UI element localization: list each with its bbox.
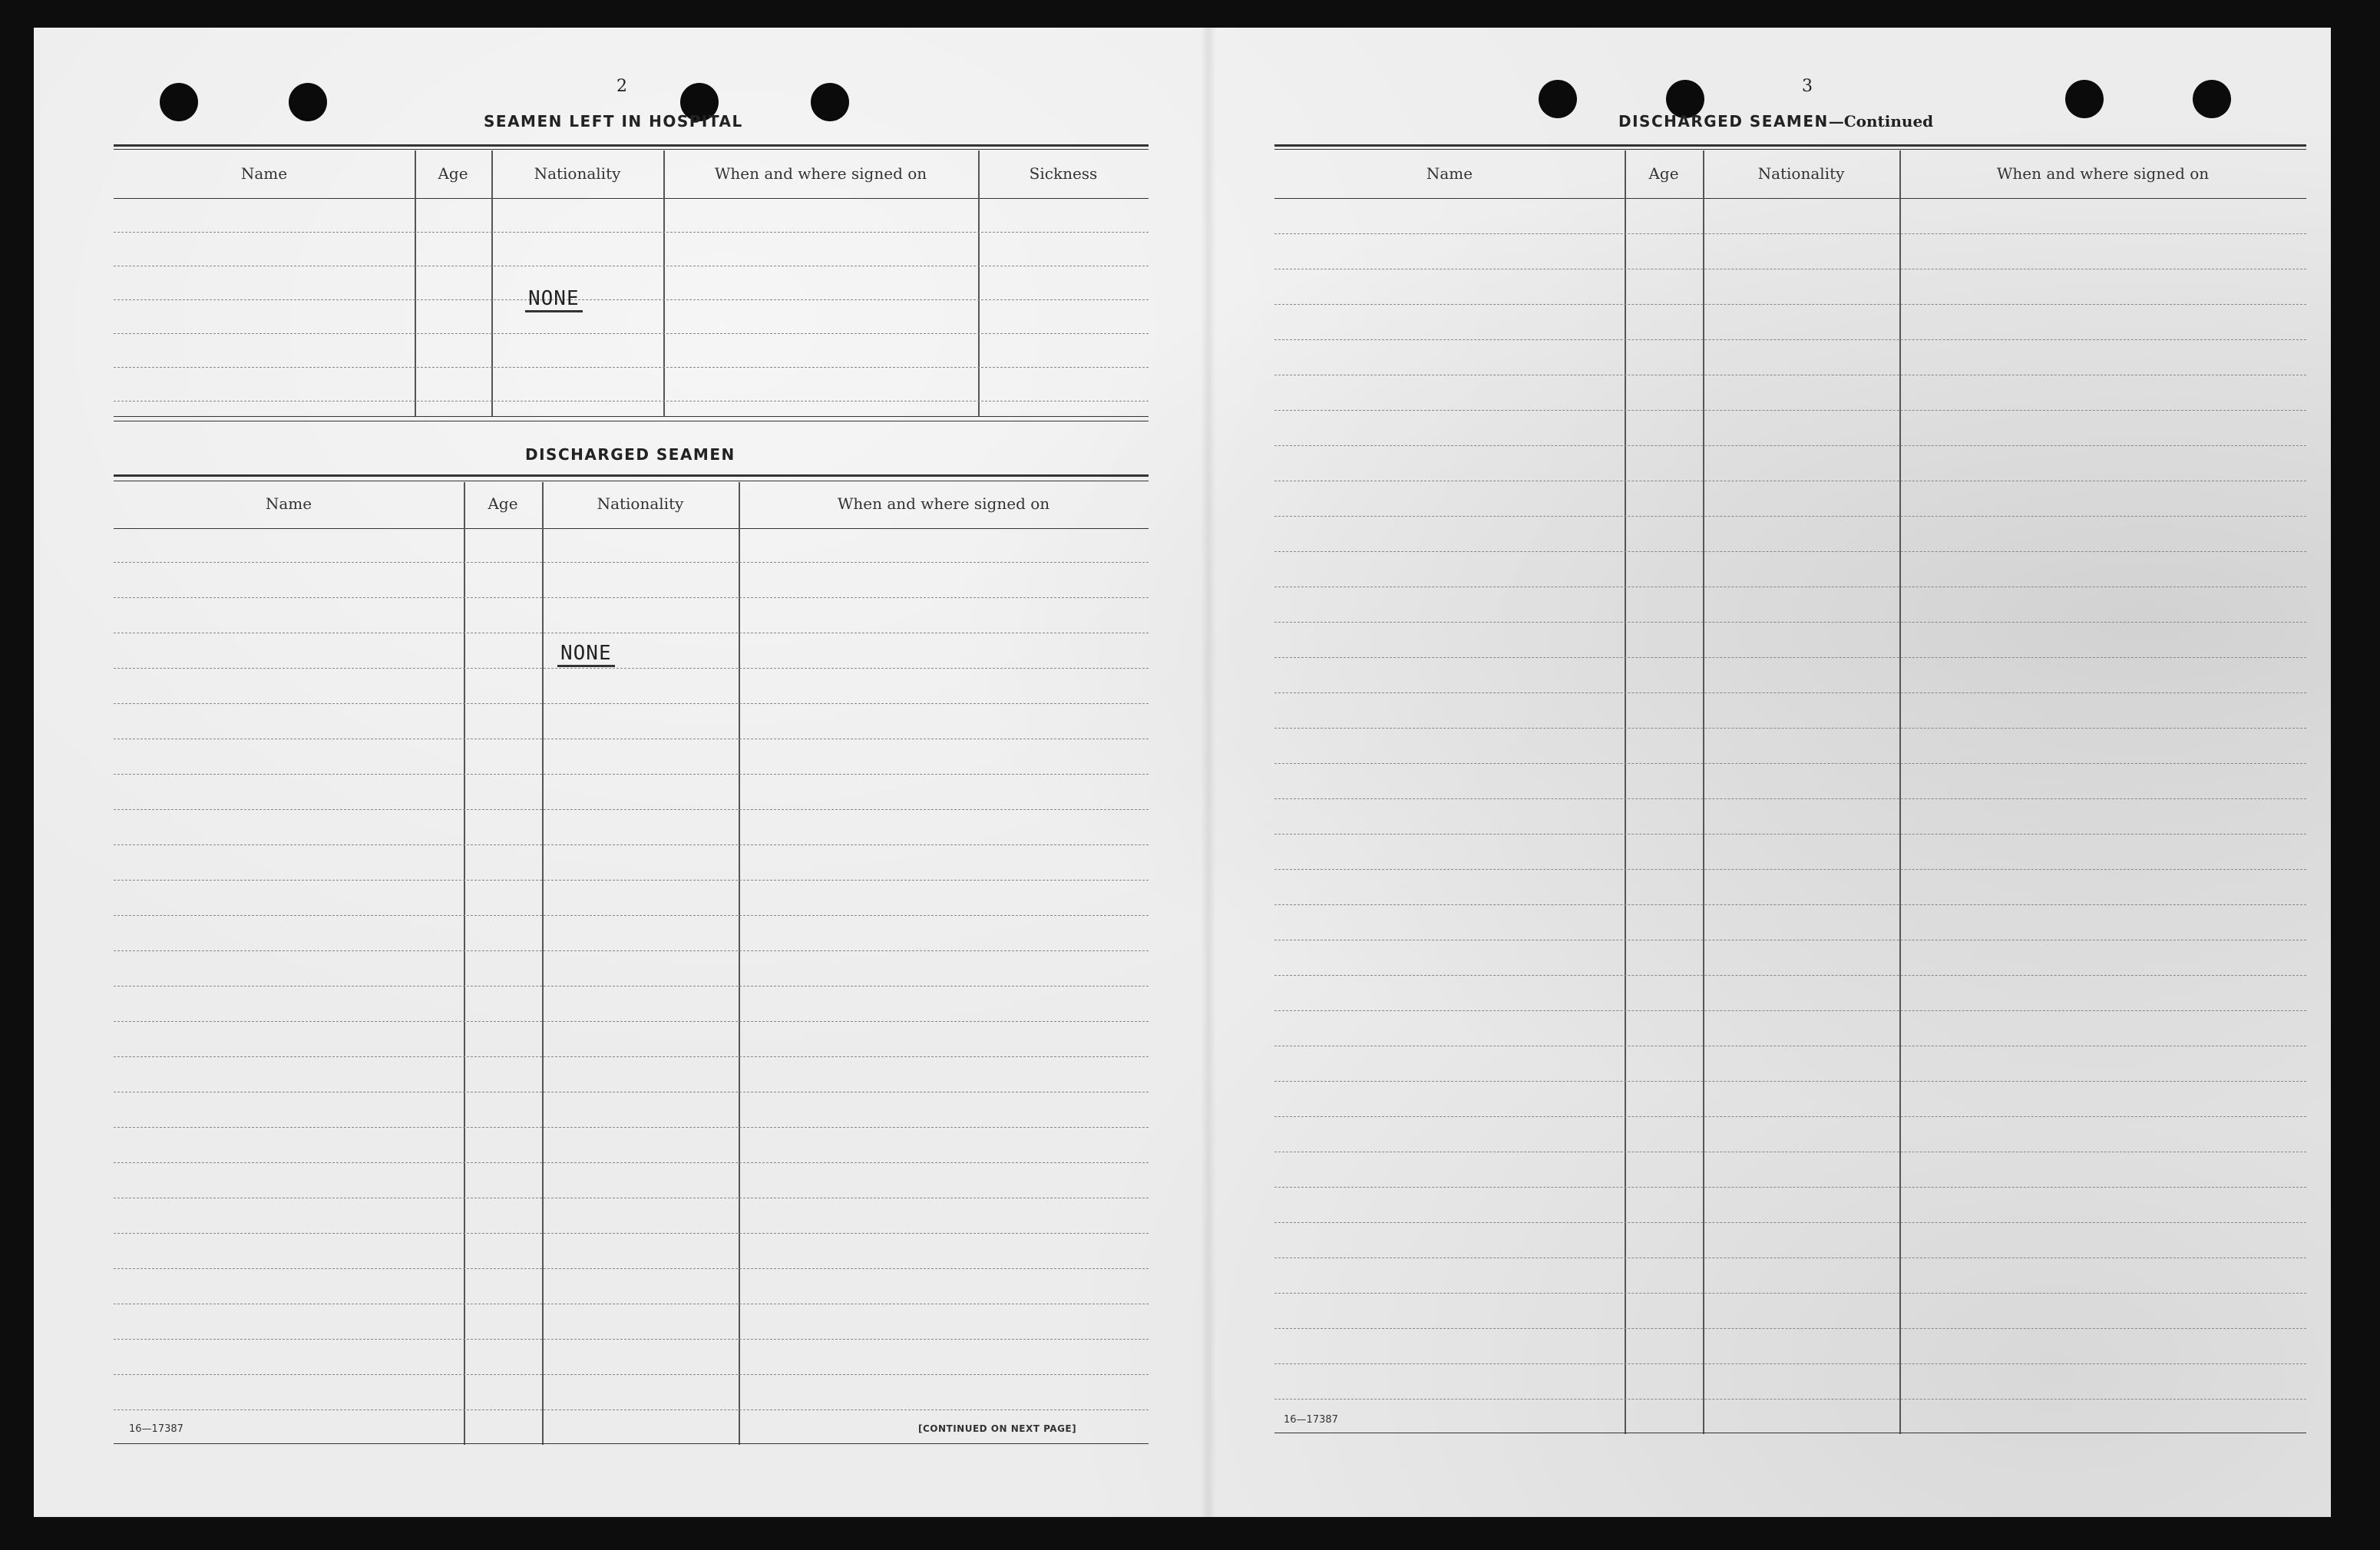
entry-line — [1274, 1363, 2306, 1364]
entry-line — [1274, 763, 2306, 764]
entry-line — [1274, 657, 2306, 658]
table-top-rule — [1274, 144, 2306, 147]
column-header-nationality: Nationality — [597, 494, 684, 513]
column-header-nationality: Nationality — [534, 164, 621, 183]
right-section-title-main: DISCHARGED SEAMEN — [1618, 112, 1829, 131]
entry-line — [1274, 975, 2306, 976]
entry-line — [1274, 1222, 2306, 1223]
entry-line — [114, 1268, 1149, 1269]
entry-line — [114, 1021, 1149, 1022]
column-header-signed-on: When and where signed on — [1996, 164, 2210, 183]
punch-hole — [1539, 80, 1577, 118]
punch-hole — [289, 83, 327, 121]
column-divider — [739, 482, 740, 1445]
entry-line — [114, 668, 1149, 669]
right-section-title-suffix: —Continued — [1828, 112, 1934, 131]
table-top-rule — [114, 149, 1149, 150]
column-divider — [1625, 150, 1626, 1434]
entry-line — [114, 597, 1149, 598]
discharged-section-title: DISCHARGED SEAMEN — [525, 445, 735, 464]
column-divider — [542, 482, 544, 1445]
hospital-entry-none: NONE — [525, 287, 583, 312]
column-header-age: Age — [1648, 164, 1679, 183]
column-divider — [415, 150, 416, 416]
page-fold — [1201, 28, 1216, 1517]
left-page-number: 2 — [616, 77, 627, 96]
entry-line — [114, 703, 1149, 704]
entry-line — [1274, 1399, 2306, 1400]
entry-line — [114, 774, 1149, 775]
table-top-rule — [1274, 149, 2306, 150]
header-bottom-rule — [1274, 198, 2306, 199]
table-bottom-rule — [114, 1443, 1149, 1444]
entry-line — [114, 1233, 1149, 1234]
entry-line — [114, 915, 1149, 916]
entry-line — [1274, 728, 2306, 729]
column-divider — [663, 150, 665, 416]
entry-line — [1274, 233, 2306, 234]
entry-line — [1274, 445, 2306, 446]
column-header-name: Name — [265, 494, 312, 513]
column-divider — [491, 150, 493, 416]
column-header-nationality: Nationality — [1757, 164, 1845, 183]
entry-line — [1274, 1328, 2306, 1329]
entry-line — [1274, 1293, 2306, 1294]
entry-line — [1274, 622, 2306, 623]
left-form-number: 16—17387 — [129, 1423, 183, 1435]
right-form-number: 16—17387 — [1284, 1414, 1338, 1426]
entry-line — [1274, 551, 2306, 552]
entry-line — [1274, 516, 2306, 517]
right-section-title — [1618, 112, 1933, 131]
entry-line — [1274, 692, 2306, 693]
punch-hole — [2065, 80, 2104, 118]
entry-line — [114, 401, 1149, 402]
right-page-number: 3 — [1802, 77, 1813, 96]
column-header-signed-on: When and where signed on — [714, 164, 927, 183]
entry-line — [1274, 1010, 2306, 1011]
column-header-age: Age — [438, 164, 468, 183]
discharged-entry-none: NONE — [557, 642, 615, 667]
table-top-rule — [114, 144, 1149, 147]
continued-note: [CONTINUED ON NEXT PAGE] — [918, 1423, 1077, 1434]
entry-line — [114, 333, 1149, 334]
table-top-rule — [114, 474, 1149, 477]
header-bottom-rule — [114, 528, 1149, 529]
column-header-sickness: Sickness — [1029, 164, 1098, 183]
column-header-signed-on: When and where signed on — [837, 494, 1050, 513]
punch-hole — [160, 83, 198, 121]
entry-line — [114, 986, 1149, 987]
entry-line — [114, 232, 1149, 233]
column-divider — [978, 150, 980, 416]
entry-line — [114, 1127, 1149, 1128]
column-header-age: Age — [488, 494, 518, 513]
entry-line — [1274, 1116, 2306, 1117]
column-divider — [464, 482, 465, 1445]
entry-line — [1274, 410, 2306, 411]
punch-hole — [2193, 80, 2231, 118]
entry-line — [114, 1162, 1149, 1163]
column-divider — [1899, 150, 1901, 1434]
entry-line — [1274, 304, 2306, 305]
entry-line — [1274, 1187, 2306, 1188]
entry-line — [1274, 798, 2306, 799]
entry-line — [114, 844, 1149, 845]
entry-line — [114, 562, 1149, 563]
header-bottom-rule — [114, 198, 1149, 199]
entry-line — [114, 367, 1149, 368]
column-header-name: Name — [240, 164, 288, 183]
column-divider — [1703, 150, 1704, 1434]
entry-line — [114, 1339, 1149, 1340]
entry-line — [1274, 1081, 2306, 1082]
entry-line — [114, 950, 1149, 951]
entry-line — [1274, 339, 2306, 340]
entry-line — [114, 299, 1149, 300]
table-bottom-rule — [114, 416, 1149, 417]
hospital-section-title: SEAMEN LEFT IN HOSPITAL — [484, 112, 743, 131]
entry-line — [1274, 904, 2306, 905]
document-sheet — [34, 28, 2331, 1517]
punch-hole — [811, 83, 849, 121]
column-header-name: Name — [1426, 164, 1473, 183]
entry-line — [114, 809, 1149, 810]
entry-line — [114, 880, 1149, 881]
entry-line — [1274, 869, 2306, 870]
entry-line — [114, 1056, 1149, 1057]
entry-line — [114, 1374, 1149, 1375]
